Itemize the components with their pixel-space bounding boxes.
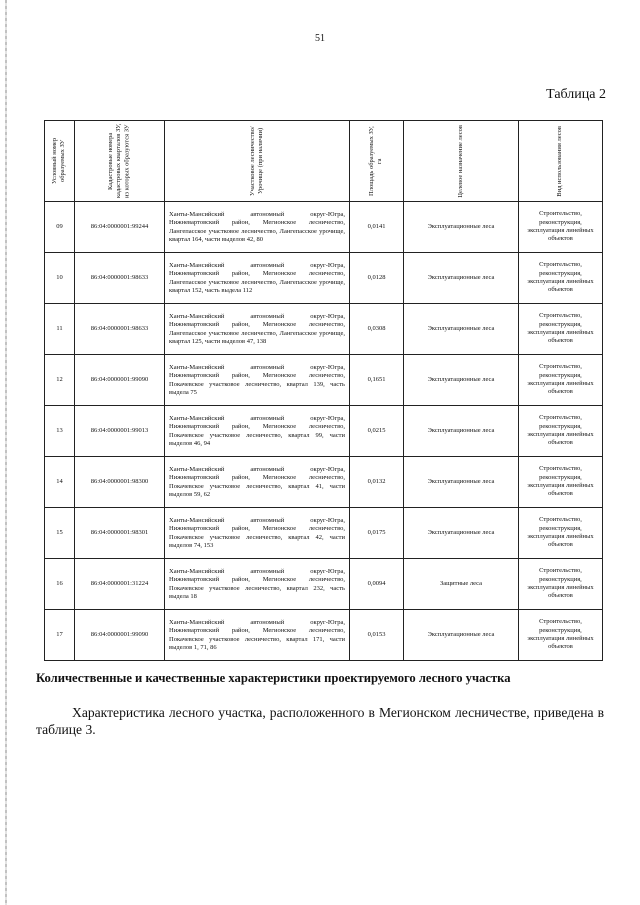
cell-cadastral-number: 86:04:0000001:99090 [75, 610, 165, 661]
cell-cadastral-number: 86:04:0000001:98633 [75, 253, 165, 304]
cell-purpose: Эксплуатационные леса [404, 406, 519, 457]
cell-plot-number: 09 [45, 202, 75, 253]
cell-purpose: Эксплуатационные леса [404, 304, 519, 355]
cell-location: Ханты-Мансийский автономный округ-Югра, Нижневартовский район, Мегионское лесничество, Покачевское участковое лесничество, квартал 232, часть выдела 18 [165, 559, 350, 610]
body-paragraph: Характеристика лесного участка, расположенного в Мегионском лесничестве, приведена в таблице 3. [36, 705, 604, 737]
cell-purpose: Эксплуатационные леса [404, 355, 519, 406]
cell-purpose: Эксплуатационные леса [404, 610, 519, 661]
cell-usage: Строительство, реконструкция, эксплуатация линейных объектов [519, 253, 603, 304]
table-row [45, 610, 603, 661]
header-cell [75, 121, 165, 202]
table-row [45, 202, 603, 253]
cell-area: 0,0128 [350, 253, 404, 304]
header-cell [519, 121, 603, 202]
table-row [45, 508, 603, 559]
table-row [45, 559, 603, 610]
cell-cadastral-number: 86:04:0000001:99244 [75, 202, 165, 253]
cell-plot-number: 13 [45, 406, 75, 457]
cell-location: Ханты-Мансийский автономный округ-Югра, Нижневартовский район, Мегионское лесничество, Покачевское участковое лесничество, квартал 42, части выделов 74, 153 [165, 508, 350, 559]
cell-plot-number: 15 [45, 508, 75, 559]
table-row [45, 355, 603, 406]
cell-purpose: Защитные леса [404, 559, 519, 610]
cell-location: Ханты-Мансийский автономный округ-Югра, Нижневартовский район, Мегионское лесничество, Лангепасское участковое лесничество, Лангепасское урочище, квартал 152, часть выдела 112 [165, 253, 350, 304]
cell-location: Ханты-Мансийский автономный округ-Югра, Нижневартовский район, Мегионское лесничество, Лангепасское участковое лесничество, Лангепасское урочище, квартал 164, части выделов 42, 80 [165, 202, 350, 253]
header-area: Площадь образуемых ЗУ, га [368, 126, 384, 196]
cell-area: 0,0094 [350, 559, 404, 610]
cell-cadastral-number: 86:04:0000001:31224 [75, 559, 165, 610]
table-caption: Таблица 2 [546, 87, 606, 102]
header-cell [350, 121, 404, 202]
cell-plot-number: 17 [45, 610, 75, 661]
cell-usage: Строительство, реконструкция, эксплуатация линейных объектов [519, 508, 603, 559]
header-usage: Вид использования лесов [556, 125, 564, 197]
page-number: 51 [315, 33, 325, 44]
cell-area: 0,0153 [350, 610, 404, 661]
cell-plot-number: 10 [45, 253, 75, 304]
cell-location: Ханты-Мансийский автономный округ-Югра, Нижневартовский район, Мегионское лесничество, Покачевское участковое лесничество, квартал 171, части выделов 1, 71, 86 [165, 610, 350, 661]
cell-area: 0,0215 [350, 406, 404, 457]
cell-area: 0,0132 [350, 457, 404, 508]
cell-plot-number: 14 [45, 457, 75, 508]
cell-cadastral-number: 86:04:0000001:98301 [75, 508, 165, 559]
cell-usage: Строительство, реконструкция, эксплуатация линейных объектов [519, 202, 603, 253]
cell-location: Ханты-Мансийский автономный округ-Югра, Нижневартовский район, Мегионское лесничество, Покачевское участковое лесничество, квартал 99, части выделов 46, 94 [165, 406, 350, 457]
cell-usage: Строительство, реконструкция, эксплуатация линейных объектов [519, 406, 603, 457]
cell-plot-number: 12 [45, 355, 75, 406]
header-cadastral-numbers: Кадастровые номера кадастровых кварталов ЗУ, из которых образуются ЗУ [107, 123, 131, 199]
table-row [45, 406, 603, 457]
cell-area: 0,0175 [350, 508, 404, 559]
table-row [45, 304, 603, 355]
cell-purpose: Эксплуатационные леса [404, 253, 519, 304]
cell-location: Ханты-Мансийский автономный округ-Югра, Нижневартовский район, Мегионское лесничество, Покачевское участковое лесничество, квартал 41, части выделов 59, 62 [165, 457, 350, 508]
cell-location: Ханты-Мансийский автономный округ-Югра, Нижневартовский район, Мегионское лесничество, Покачевское участковое лесничество, квартал 139, часть выдела 75 [165, 355, 350, 406]
cell-cadastral-number: 86:04:0000001:99013 [75, 406, 165, 457]
cell-area: 0,1651 [350, 355, 404, 406]
cell-cadastral-number: 86:04:0000001:98300 [75, 457, 165, 508]
cell-usage: Строительство, реконструкция, эксплуатация линейных объектов [519, 610, 603, 661]
cell-plot-number: 16 [45, 559, 75, 610]
cell-location: Ханты-Мансийский автономный округ-Югра, Нижневартовский район, Мегионское лесничество, Лангепасское участковое лесничество, Лангепасское урочище, квартал 125, части выделов 47, 138 [165, 304, 350, 355]
cell-purpose: Эксплуатационные леса [404, 202, 519, 253]
header-cell [45, 121, 75, 202]
header-plot-number: Условный номер образуемых ЗУ [51, 137, 67, 185]
table-row [45, 457, 603, 508]
header-cell [165, 121, 350, 202]
cell-plot-number: 11 [45, 304, 75, 355]
header-purpose: Целевое назначение лесов [456, 124, 464, 198]
cell-cadastral-number: 86:04:0000001:98633 [75, 304, 165, 355]
section-title: Количественные и качественные характеристики проектируемого лесного участка [36, 671, 511, 685]
table-header-row [45, 121, 603, 202]
cell-purpose: Эксплуатационные леса [404, 457, 519, 508]
scan-edge [5, 0, 7, 905]
cell-cadastral-number: 86:04:0000001:99090 [75, 355, 165, 406]
cell-area: 0,0141 [350, 202, 404, 253]
header-cell [404, 121, 519, 202]
table-row [45, 253, 603, 304]
table-body [45, 202, 603, 661]
land-plots-table [44, 120, 603, 661]
cell-usage: Строительство, реконструкция, эксплуатация линейных объектов [519, 457, 603, 508]
cell-purpose: Эксплуатационные леса [404, 508, 519, 559]
cell-usage: Строительство, реконструкция, эксплуатация линейных объектов [519, 559, 603, 610]
cell-usage: Строительство, реконструкция, эксплуатация линейных объектов [519, 355, 603, 406]
cell-area: 0,0308 [350, 304, 404, 355]
cell-usage: Строительство, реконструкция, эксплуатация линейных объектов [519, 304, 603, 355]
header-forestry: Участковое лесничество/Урочище (при наличии) [248, 126, 264, 196]
